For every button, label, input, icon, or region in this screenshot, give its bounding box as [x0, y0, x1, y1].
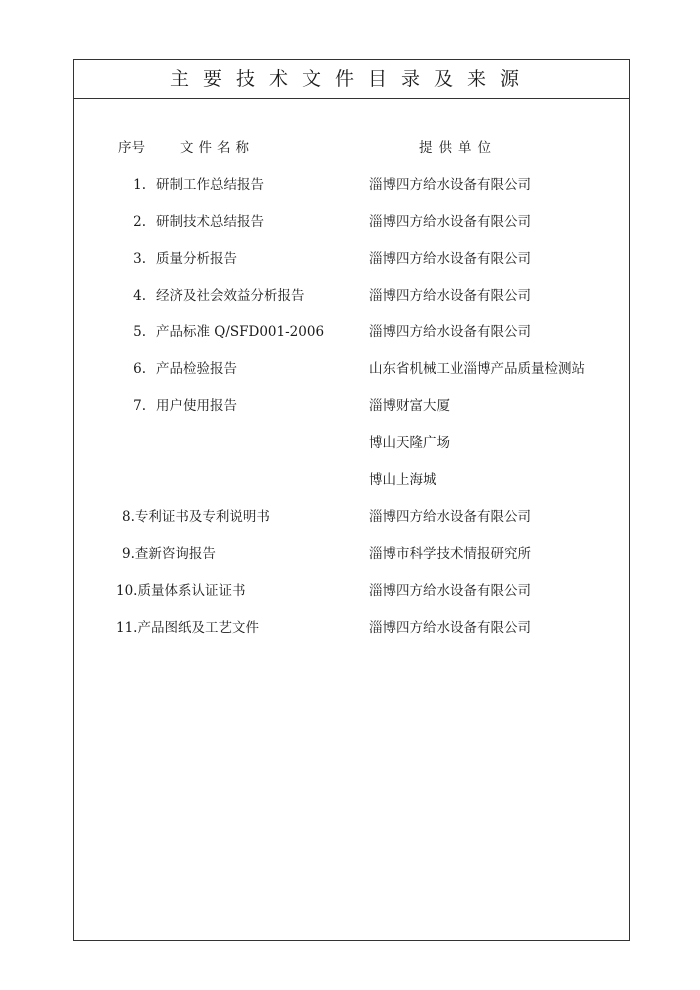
list-item	[74, 468, 629, 488]
item-source: 山东省机械工业淄博产品质量检测站	[369, 361, 585, 377]
item-number: 9.	[122, 546, 135, 562]
item-label	[124, 173, 264, 193]
page-title: 主要技术文件目录及来源	[74, 60, 629, 99]
item-name: 查新咨询报告	[134, 546, 216, 562]
item-label	[124, 320, 324, 340]
item-source: 淄博四方给水设备有限公司	[369, 324, 531, 340]
item-source: 淄博财富大厦	[369, 398, 450, 414]
item-source: 淄博市科学技术情报研究所	[369, 546, 531, 562]
item-number: 7.	[133, 398, 146, 414]
list-item	[74, 542, 629, 562]
list-item	[74, 394, 629, 414]
list-item	[74, 284, 629, 304]
item-name: 质量体系认证证书	[137, 583, 246, 599]
item-name: 经济及社会效益分析报告	[156, 288, 305, 304]
item-number: 1.	[133, 177, 146, 193]
item-source: 淄博四方给水设备有限公司	[369, 177, 531, 193]
item-number: 11.	[116, 620, 138, 636]
item-source: 淄博四方给水设备有限公司	[369, 620, 531, 636]
list-item	[74, 320, 629, 340]
item-source: 淄博四方给水设备有限公司	[369, 509, 531, 525]
header-source: 提供单位	[419, 140, 497, 156]
item-label	[122, 505, 270, 525]
item-label	[124, 247, 237, 267]
list-item	[74, 357, 629, 377]
item-label	[124, 284, 305, 304]
item-name: 研制工作总结报告	[156, 177, 264, 193]
item-name: 专利证书及专利说明书	[134, 509, 270, 525]
item-number: 10.	[116, 583, 138, 599]
list-item	[74, 431, 629, 451]
header-name: 文件名称	[180, 140, 254, 156]
list-item	[74, 616, 629, 636]
list-item	[74, 173, 629, 193]
list-item	[74, 505, 629, 525]
item-label	[124, 357, 237, 377]
header-no: 序号	[118, 140, 145, 156]
page-frame	[73, 59, 630, 941]
item-source: 淄博四方给水设备有限公司	[369, 214, 531, 230]
item-number: 5.	[133, 324, 146, 340]
item-label	[122, 542, 216, 562]
item-number: 6.	[133, 361, 146, 377]
item-name: 产品检验报告	[156, 361, 237, 377]
list-item	[74, 579, 629, 599]
item-source: 淄博四方给水设备有限公司	[369, 288, 531, 304]
item-name: 质量分析报告	[156, 251, 237, 267]
table-header	[74, 136, 629, 156]
item-number: 2.	[133, 214, 146, 230]
item-source: 博山上海城	[369, 472, 437, 488]
item-label	[124, 210, 264, 230]
item-label	[116, 579, 245, 599]
item-number: 8.	[122, 509, 135, 525]
item-label	[124, 394, 237, 414]
item-source: 博山天隆广场	[369, 435, 450, 451]
item-number: 3.	[133, 251, 146, 267]
item-number: 4.	[133, 288, 146, 304]
item-name: 用户使用报告	[156, 398, 237, 414]
item-name: 产品标准 Q/SFD001-2006	[156, 324, 325, 340]
item-name: 产品图纸及工艺文件	[137, 620, 259, 636]
list-item	[74, 210, 629, 230]
item-source: 淄博四方给水设备有限公司	[369, 583, 531, 599]
item-name: 研制技术总结报告	[156, 214, 264, 230]
item-label	[116, 616, 259, 636]
item-source: 淄博四方给水设备有限公司	[369, 251, 531, 267]
list-item	[74, 247, 629, 267]
